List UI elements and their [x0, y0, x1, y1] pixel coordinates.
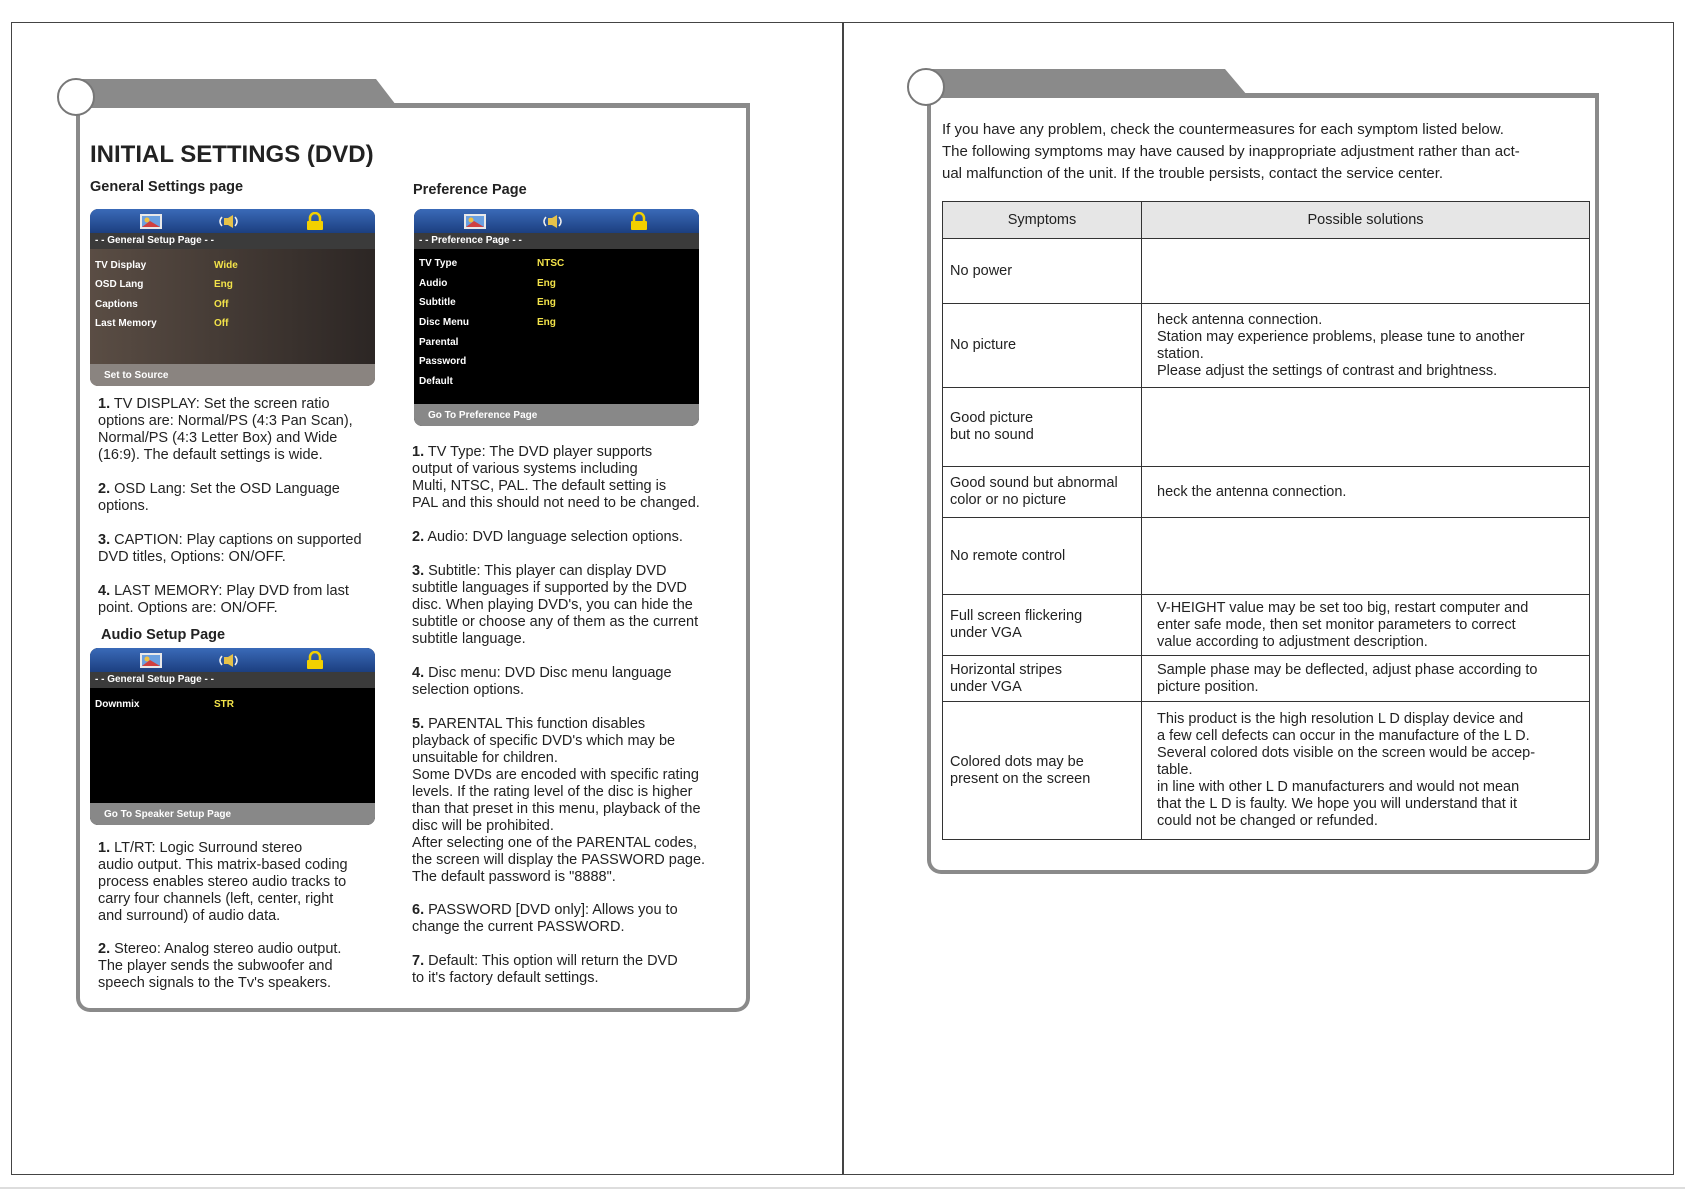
solution-cell: [1142, 388, 1590, 467]
menu-row-label: Last Memory: [95, 318, 157, 329]
preference-item-4: 4. Disc menu: DVD Disc menu language selection options.: [412, 665, 672, 698]
table-header-row: [943, 202, 1590, 239]
screen-footer: Go To Speaker Setup Page: [90, 803, 375, 825]
menu-row-label: Downmix: [95, 699, 140, 710]
table-row: [943, 467, 1590, 518]
right-panel-tab: [927, 69, 1247, 95]
menu-row-value: STR: [214, 699, 234, 710]
preference-item-2: 2. Audio: DVD language selection options.: [412, 529, 683, 545]
audio-item-1: 1. LT/RT: Logic Surround stereo audio output. This matrix-based coding process enables stereo audio tracks to carry four channels (left, center, right and surround) of audio data.: [98, 840, 348, 924]
menu-row-value: Eng: [214, 279, 233, 290]
audio-setup-icon: [542, 212, 568, 231]
audio-setup-icon: [218, 651, 244, 670]
symptom-cell: No power: [943, 239, 1142, 304]
symptom-cell: No remote control: [943, 518, 1142, 595]
screen-header: - - Preference Page - -: [414, 233, 699, 249]
solution-cell: Sample phase may be deflected, adjust phase according to picture position.: [1142, 656, 1590, 702]
preference-item-3: 3. Subtitle: This player can display DVD subtitle languages if supported by the DVD disc. When playing DVD's, you can hide the subtitle or choose any of them as the current subtitle language.: [412, 563, 699, 647]
table-row: [943, 595, 1590, 656]
preference-item-7: 7. Default: This option will return the DVD to it's factory default settings.: [412, 953, 678, 986]
table-row: [943, 518, 1590, 595]
menu-row-label: OSD Lang: [95, 279, 144, 290]
troubleshooting-table: [942, 201, 1590, 840]
preference-screen: [414, 209, 699, 426]
audio-setup-heading: Audio Setup Page: [101, 627, 226, 643]
menu-row-value: Eng: [537, 317, 556, 328]
menu-row-label: TV Type: [419, 258, 458, 269]
table-row: [943, 702, 1590, 840]
menu-row-value: Wide: [214, 260, 238, 271]
table-row: [943, 388, 1590, 467]
page-divider: [842, 22, 844, 1175]
preference-heading: Preference Page: [413, 182, 527, 198]
audio-setup-icon: [218, 212, 244, 231]
picture-setup-icon: [138, 651, 164, 670]
screen-footer: Set to Source: [90, 364, 375, 386]
column-header-symptoms: Symptoms: [943, 202, 1142, 239]
screen-header: - - General Setup Page - -: [90, 672, 375, 688]
table-row: [943, 239, 1590, 304]
menu-row-label: Default: [419, 376, 453, 387]
troubleshooting-intro: If you have any problem, check the countermeasures for each symptom listed below. The following symptoms may have caused by inappropriate adjustment rather than act- ual malfunction of the unit. If the trouble persists, contact the service center.: [942, 121, 1520, 182]
menu-row-label: Subtitle: [419, 297, 456, 308]
lock-icon: [626, 212, 652, 231]
menu-row-label: Audio: [419, 278, 448, 289]
screen-footer: Go To Preference Page: [414, 404, 699, 426]
general-settings-heading: General Settings page: [90, 179, 244, 195]
page-title: INITIAL SETTINGS (DVD): [90, 141, 374, 168]
symptom-cell: Full screen flickering under VGA: [943, 595, 1142, 656]
solution-cell: [1142, 239, 1590, 304]
right-tab-circle: [907, 68, 945, 106]
menu-row-label: Captions: [95, 299, 138, 310]
general-item-1: 1. TV DISPLAY: Set the screen ratio options are: Normal/PS (4:3 Pan Scan), Normal/PS (4:3 Letter Box) and Wide (16:9). The default settings is wide.: [98, 396, 353, 463]
lock-icon: [302, 651, 328, 670]
symptom-cell: Good picture but no sound: [943, 388, 1142, 467]
audio-setup-screen: [90, 648, 375, 825]
picture-setup-icon: [138, 212, 164, 231]
picture-setup-icon: [462, 212, 488, 231]
general-item-4: 4. LAST MEMORY: Play DVD from last point. Options are: ON/OFF.: [98, 583, 349, 616]
solution-cell: [1142, 518, 1590, 595]
symptom-cell: Horizontal stripes under VGA: [943, 656, 1142, 702]
left-tab-circle: [57, 78, 95, 116]
general-item-2: 2. OSD Lang: Set the OSD Language options.: [98, 481, 340, 514]
left-panel-tab: [76, 79, 396, 105]
menu-row-value: Off: [214, 299, 229, 310]
preference-item-6: 6. PASSWORD [DVD only]: Allows you to change the current PASSWORD.: [412, 902, 678, 935]
preference-item-5: 5. PARENTAL This function disables playback of specific DVD's which may be unsuitable for children. Some DVDs are encoded with specific rating levels. If the rating level of the disc is higher than that preset in this menu, playback of the disc will be prohibited. After selecting one of the PARENTAL codes, the screen will display the PASSWORD page. The default password is "8888".: [412, 716, 706, 885]
menu-row-value: NTSC: [537, 258, 565, 269]
solution-cell: heck antenna connection. Station may experience problems, please tune to another station. Please adjust the settings of contrast and brightness.: [1142, 304, 1590, 388]
symptom-cell: Colored dots may be present on the screen: [943, 702, 1142, 840]
table-row: [943, 304, 1590, 388]
lock-icon: [302, 212, 328, 231]
solution-cell: This product is the high resolution L D display device and a few cell defects can occur in the manufacture of the L D. Several colored dots visible on the screen would be accep- table. in line with other L D manufacturers and would not mean that the L D is faulty. We hope you will understand that it could not be changed or refunded.: [1142, 702, 1590, 840]
solution-cell: heck the antenna connection.: [1142, 467, 1590, 518]
solution-cell: V-HEIGHT value may be set too big, restart computer and enter safe mode, then set monitor parameters to correct value according to adjustment description.: [1142, 595, 1590, 656]
menu-row-value: Eng: [537, 297, 556, 308]
preference-item-1: 1. TV Type: The DVD player supports output of various systems including Multi, NTSC, PAL. The default setting is PAL and this should not need to be changed.: [412, 444, 700, 511]
screen-header: - - General Setup Page - -: [90, 233, 375, 249]
table-row: [943, 656, 1590, 702]
menu-row-label: Password: [419, 356, 467, 367]
general-setup-screen: [90, 209, 375, 386]
menu-row-value: Off: [214, 318, 229, 329]
audio-item-2: 2. Stereo: Analog stereo audio output. The player sends the subwoofer and speech signals to the Tv's speakers.: [98, 941, 342, 991]
menu-row-label: TV Display: [95, 260, 147, 271]
menu-row-label: Parental: [419, 337, 459, 348]
general-item-3: 3. CAPTION: Play captions on supported DVD titles, Options: ON/OFF.: [98, 532, 362, 565]
menu-row-value: Eng: [537, 278, 556, 289]
symptom-cell: No picture: [943, 304, 1142, 388]
menu-row-label: Disc Menu: [419, 317, 470, 328]
bottom-rule: [0, 1187, 1685, 1189]
column-header-solutions: Possible solutions: [1142, 202, 1590, 239]
symptom-cell: Good sound but abnormal color or no picture: [943, 467, 1142, 518]
